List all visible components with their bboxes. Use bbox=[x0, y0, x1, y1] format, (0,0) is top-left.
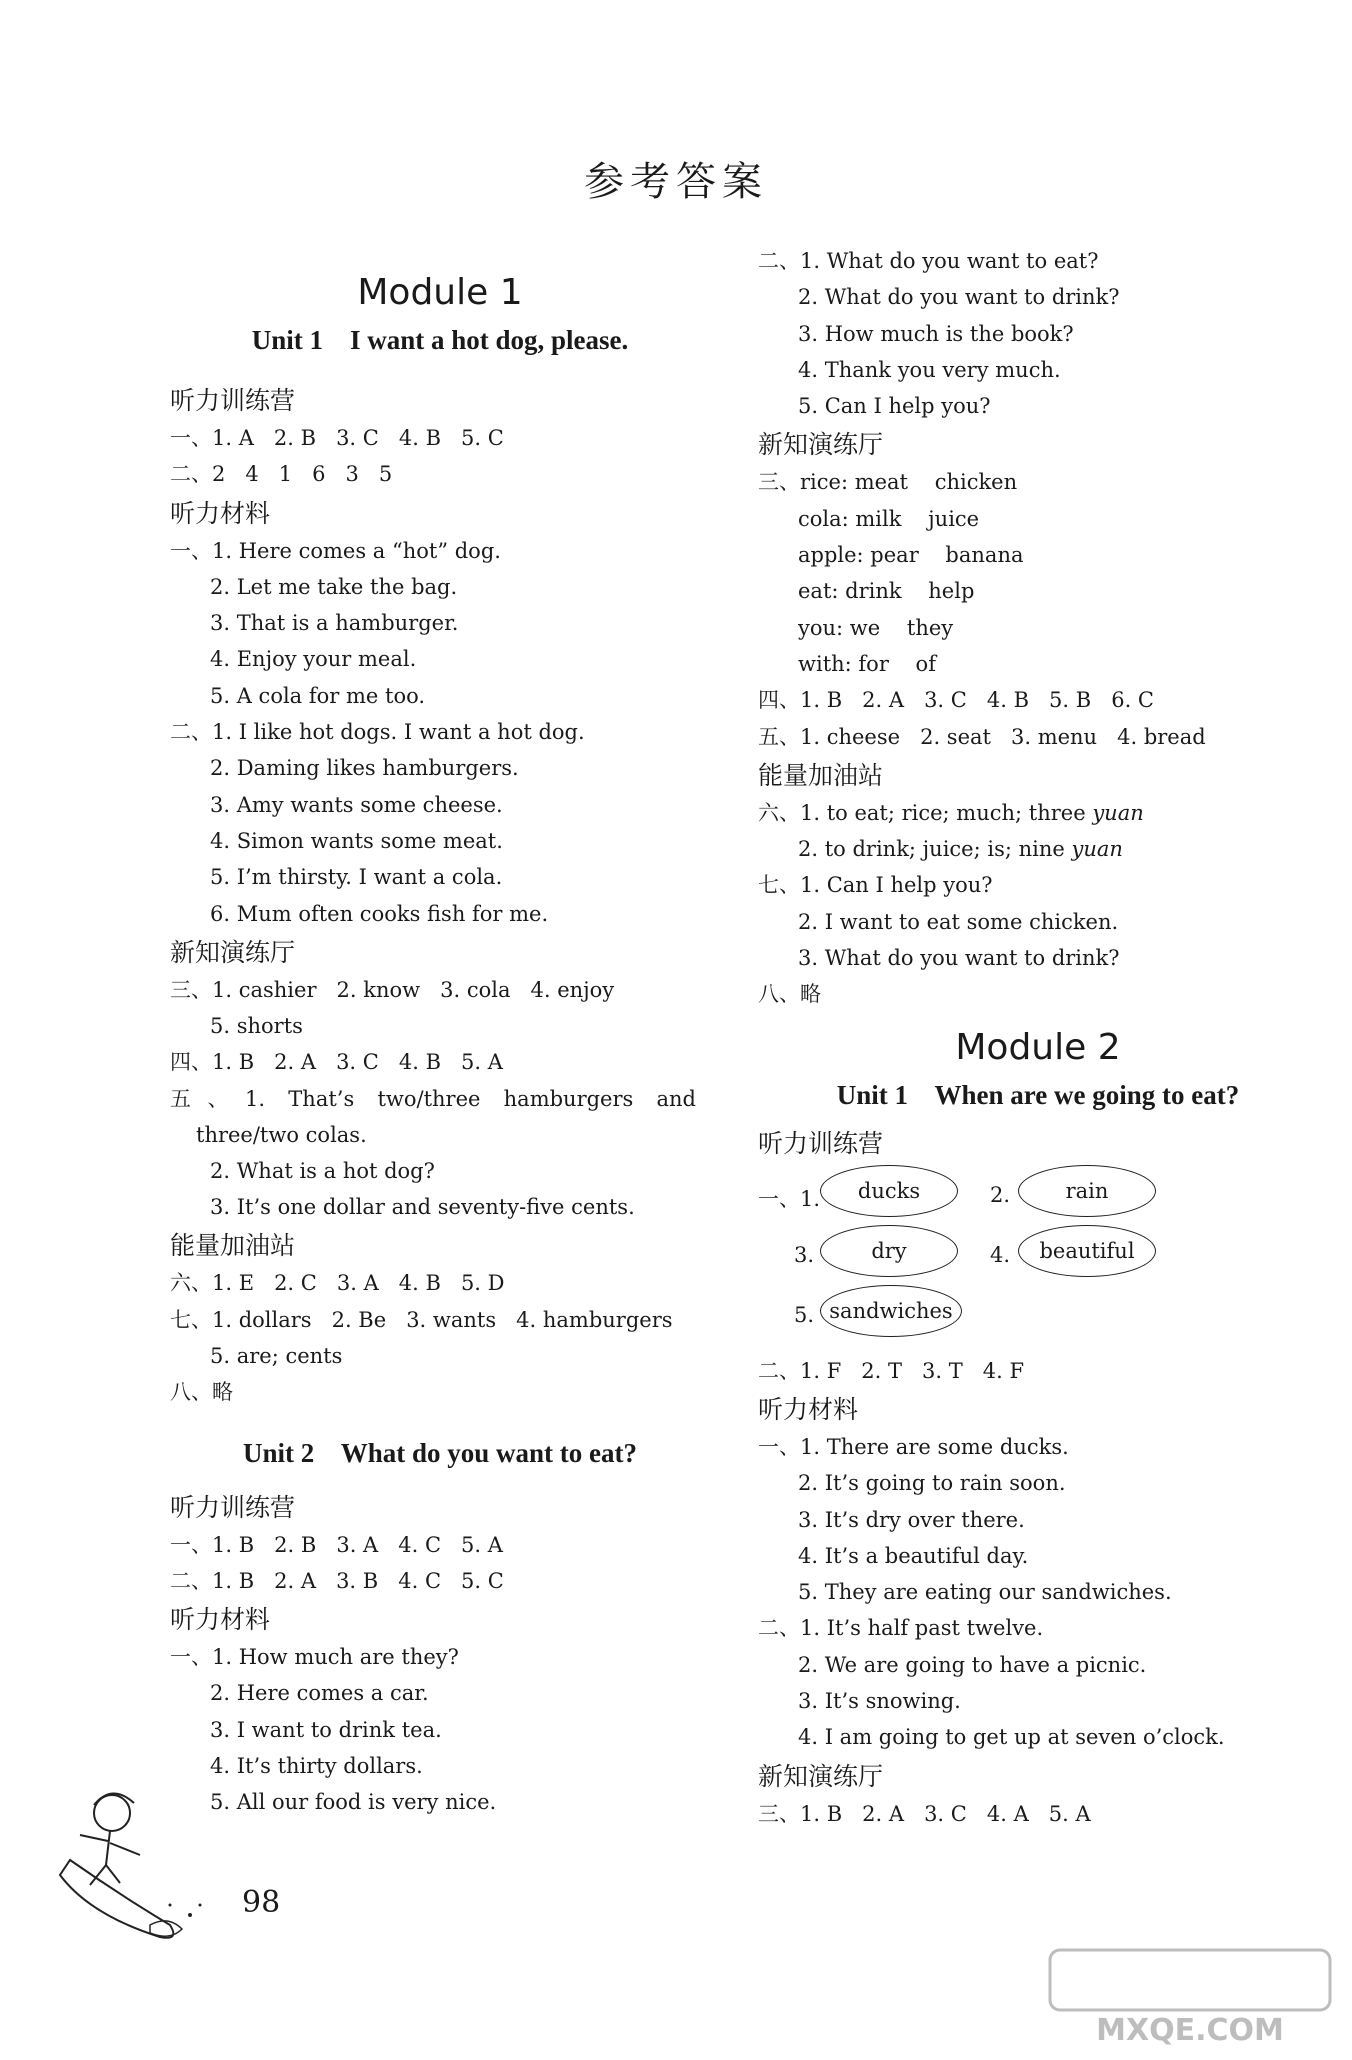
right-column bbox=[758, 243, 1318, 1832]
answer-line: you: we they bbox=[798, 615, 954, 640]
answer-line: 三、rice: meat chicken bbox=[758, 470, 1018, 495]
answer-line: 四、1. B 2. A 3. C 4. B 5. A bbox=[170, 1050, 503, 1075]
module-heading: Module 2 bbox=[955, 1026, 1121, 1068]
answer-line: 七、1. dollars 2. Be 3. wants 4. hamburgers bbox=[170, 1307, 673, 1332]
answer-line: 2. What do you want to drink? bbox=[798, 285, 1120, 310]
answer-line: 二、1. I like hot dogs. I want a hot dog. bbox=[170, 720, 585, 745]
answer-line: eat: drink help bbox=[798, 579, 975, 604]
answer-line: 3. It’s snowing. bbox=[798, 1689, 961, 1714]
watermark-logo bbox=[1040, 1942, 1340, 2052]
module-heading: Module 1 bbox=[357, 272, 523, 313]
left-column bbox=[170, 248, 710, 1821]
answer-line: 三、1. cashier 2. know 3. cola 4. enjoy bbox=[170, 977, 615, 1002]
answer-line bbox=[758, 831, 1318, 867]
answer-line: 6. Mum often cooks fish for me. bbox=[210, 901, 549, 926]
answer-text: 2. to drink; juice; is; nine bbox=[798, 837, 1072, 862]
answer-line: 5. are; cents bbox=[210, 1343, 343, 1368]
answer-line: 3. It’s dry over there. bbox=[798, 1507, 1025, 1532]
section-heading: 新知演练厅 bbox=[758, 430, 884, 460]
answer-line: 4. I am going to get up at seven o’clock. bbox=[798, 1725, 1225, 1750]
answer-line: 六、1. E 2. C 3. A 4. B 5. D bbox=[170, 1271, 505, 1296]
section-heading: 听力训练营 bbox=[170, 386, 296, 415]
answer-line: 二、2 4 1 6 3 5 bbox=[170, 462, 393, 487]
unit-heading: Unit 2 What do you want to eat? bbox=[242, 1437, 638, 1468]
answer-line: 五、1. cheese 2. seat 3. menu 4. bread bbox=[758, 724, 1206, 749]
answer-line: 二、1. F 2. T 3. T 4. F bbox=[758, 1358, 1025, 1383]
answer-line: 5. They are eating our sandwiches. bbox=[798, 1580, 1172, 1605]
watermark-text: MXQE.COM bbox=[1096, 2013, 1284, 2048]
section-heading: 听力材料 bbox=[170, 498, 271, 528]
answer-line: 3. Amy wants some cheese. bbox=[210, 792, 503, 817]
answer-line bbox=[170, 1081, 710, 1153]
section-heading: 听力材料 bbox=[758, 1394, 859, 1424]
section-heading: 新知演练厅 bbox=[758, 1761, 884, 1791]
answer-line: 4. It’s a beautiful day. bbox=[798, 1543, 1029, 1568]
answer-text: 六、1. to eat; rice; much; three bbox=[758, 800, 1093, 825]
circled-word: dry bbox=[820, 1225, 958, 1277]
answer-line: 2. I want to eat some chicken. bbox=[798, 909, 1119, 934]
section-heading: 听力训练营 bbox=[170, 1492, 296, 1522]
answer-line: 一、1. B 2. B 3. A 4. C 5. A bbox=[170, 1532, 503, 1557]
circled-answers bbox=[758, 1163, 1318, 1353]
answer-line: 4. It’s thirty dollars. bbox=[210, 1754, 423, 1779]
answer-line: with: for of bbox=[798, 651, 936, 676]
answer-line: 5. I’m thirsty. I want a cola. bbox=[210, 865, 503, 890]
answer-line: 5. shorts bbox=[210, 1014, 303, 1039]
surfer-illustration bbox=[50, 1765, 220, 1945]
answer-line: 二、1. B 2. A 3. B 4. C 5. C bbox=[170, 1568, 504, 1593]
answer-line: 一、1. A 2. B 3. C 4. B 5. C bbox=[170, 426, 504, 450]
answer-line: 3. How much is the book? bbox=[798, 321, 1074, 346]
answer-line: 5. All our food is very nice. bbox=[210, 1790, 497, 1815]
answer-line: 二、1. What do you want to eat? bbox=[758, 249, 1099, 273]
answer-line: apple: pear banana bbox=[798, 543, 1024, 568]
answer-line: 4. Thank you very much. bbox=[798, 357, 1061, 382]
section-heading: 听力训练营 bbox=[758, 1128, 884, 1158]
answer-line: 2. Let me take the bag. bbox=[210, 574, 458, 599]
answer-line: 七、1. Can I help you? bbox=[758, 873, 993, 898]
section-heading: 听力材料 bbox=[170, 1605, 271, 1635]
answer-line: 4. Simon wants some meat. bbox=[210, 828, 503, 853]
circled-word: ducks bbox=[820, 1165, 958, 1217]
item-number: 一、1. bbox=[758, 1186, 821, 1211]
answer-line: 四、1. B 2. A 3. C 4. B 5. B 6. C bbox=[758, 688, 1154, 713]
answer-line bbox=[758, 795, 1318, 831]
answer-line: 3. It’s one dollar and seventy-five cents. bbox=[210, 1195, 635, 1220]
unit-heading: Unit 1 When are we going to eat? bbox=[836, 1079, 1240, 1110]
answer-line: 八、略 bbox=[170, 1380, 233, 1405]
page-title: 参考答案 bbox=[584, 159, 768, 205]
answer-line: 2. We are going to have a picnic. bbox=[798, 1652, 1147, 1677]
answer-line: 2. What is a hot dog? bbox=[210, 1158, 435, 1183]
answer-line: 3. I want to drink tea. bbox=[210, 1717, 442, 1742]
answer-line: 5. Can I help you? bbox=[798, 394, 991, 419]
section-heading: 能量加油站 bbox=[758, 760, 884, 790]
answer-line: 2. It’s going to rain soon. bbox=[798, 1471, 1066, 1496]
answer-line: 八、略 bbox=[758, 982, 821, 1007]
circled-word: beautiful bbox=[1018, 1225, 1156, 1277]
item-number: 4. bbox=[990, 1242, 1011, 1267]
answer-text: 五、1. That’s two/three hamburgers and three/two colas. bbox=[170, 1086, 696, 1147]
answer-line: 3. That is a hamburger. bbox=[210, 611, 459, 636]
item-number: 5. bbox=[794, 1302, 815, 1327]
answer-line: 一、1. Here comes a “hot” dog. bbox=[170, 538, 501, 563]
yuan-word: yuan bbox=[1092, 800, 1144, 825]
answer-line: 5. A cola for me too. bbox=[210, 683, 426, 708]
answer-line: 一、1. There are some ducks. bbox=[758, 1434, 1069, 1459]
yuan-word: yuan bbox=[1071, 837, 1123, 862]
answer-line: 三、1. B 2. A 3. C 4. A 5. A bbox=[758, 1801, 1091, 1826]
answer-line: 2. Here comes a car. bbox=[210, 1681, 429, 1706]
circled-word: sandwiches bbox=[820, 1285, 962, 1337]
item-number: 2. bbox=[990, 1182, 1011, 1207]
item-number: 3. bbox=[794, 1242, 815, 1267]
section-heading: 新知演练厅 bbox=[170, 937, 296, 967]
unit-heading: Unit 1 I want a hot dog, please. bbox=[251, 325, 629, 355]
circled-word: rain bbox=[1018, 1165, 1156, 1217]
answer-line: cola: milk juice bbox=[798, 506, 980, 531]
answer-line: 一、1. How much are they? bbox=[170, 1645, 459, 1670]
answer-line: 4. Enjoy your meal. bbox=[210, 647, 417, 672]
page-number: 98 bbox=[242, 1885, 281, 1920]
section-heading: 能量加油站 bbox=[170, 1231, 296, 1261]
answer-line: 3. What do you want to drink? bbox=[798, 946, 1120, 971]
answer-line: 二、1. It’s half past twelve. bbox=[758, 1616, 1044, 1641]
answer-line: 2. Daming likes hamburgers. bbox=[210, 756, 519, 781]
